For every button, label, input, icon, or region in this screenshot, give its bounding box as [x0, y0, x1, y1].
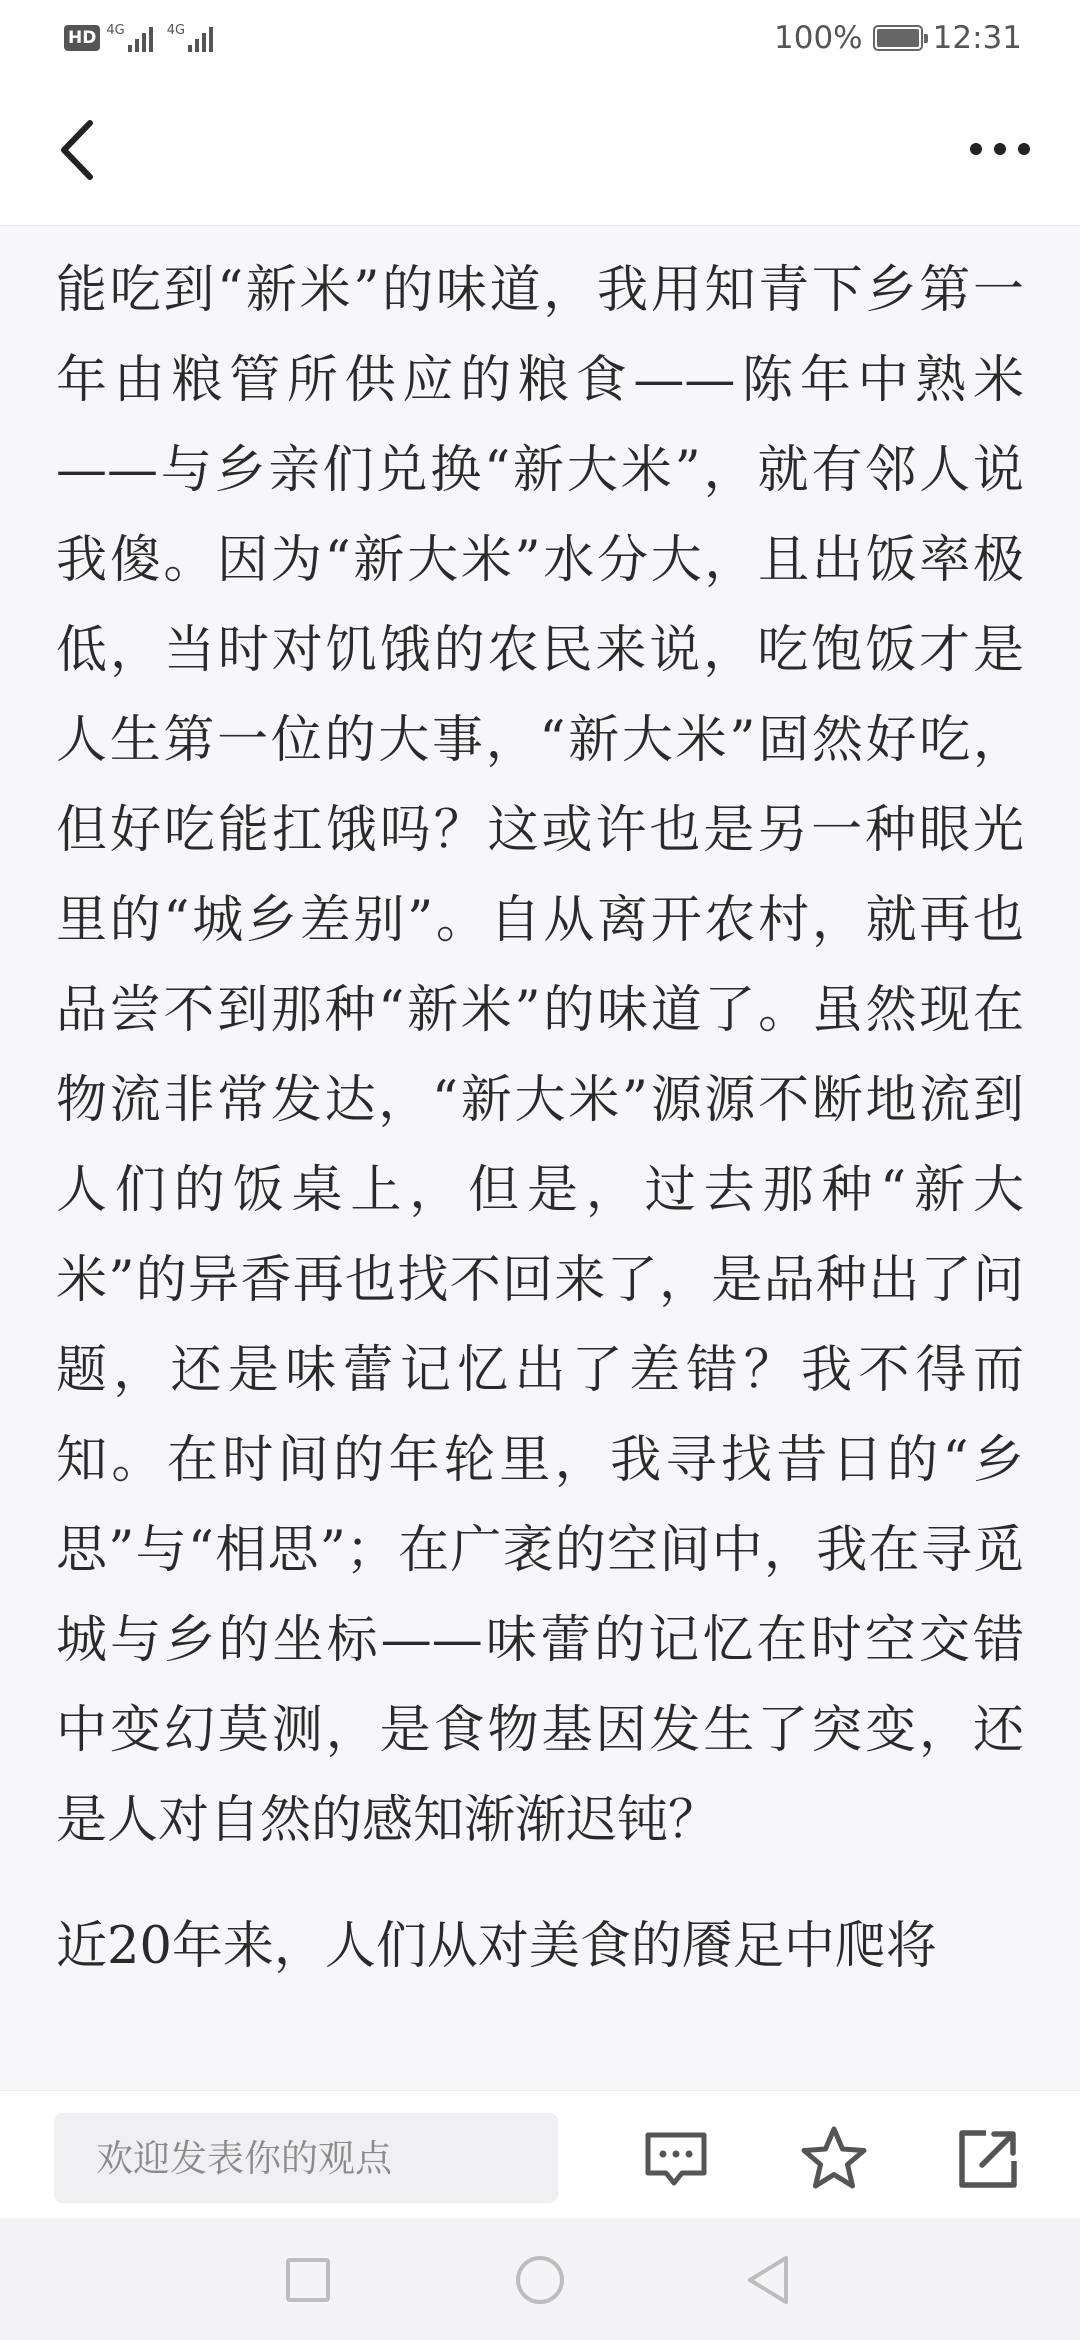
- article-paragraph: 近20年来，人们从对美食的餍足中爬将: [56, 1917, 937, 1976]
- battery-fill: [877, 29, 919, 47]
- signal-icon: [127, 23, 161, 53]
- clock: 12:31: [932, 20, 1022, 56]
- battery-icon: [873, 25, 923, 51]
- comments-icon: [640, 2123, 712, 2195]
- more-horizontal-icon: [960, 117, 1040, 181]
- chevron-left-icon: [48, 113, 112, 187]
- status-right-group: [774, 18, 1022, 58]
- status-bar: [0, 0, 1080, 75]
- app-header: [0, 75, 1080, 226]
- article-body[interactable]: [0, 226, 1080, 2090]
- share-icon: [952, 2123, 1024, 2195]
- battery-tip: [924, 34, 928, 43]
- comment-input[interactable]: [54, 2113, 558, 2203]
- sim2-label: 4G: [166, 23, 186, 38]
- status-left-group: [64, 20, 221, 56]
- back-button[interactable]: [48, 113, 112, 187]
- more-options-button[interactable]: [960, 117, 1040, 181]
- favorite-button[interactable]: [798, 2123, 870, 2195]
- system-navigation-bar: [0, 2218, 1080, 2340]
- star-icon: [798, 2123, 870, 2195]
- hd-badge: HD: [64, 25, 100, 51]
- sim1-label: 4G: [106, 23, 125, 38]
- sim2-signal: [167, 23, 221, 53]
- recent-apps-button[interactable]: [276, 2248, 340, 2312]
- recent-apps-icon: [276, 2248, 340, 2312]
- back-triangle-icon: [736, 2248, 800, 2312]
- home-button[interactable]: [508, 2248, 572, 2312]
- share-button[interactable]: [952, 2123, 1024, 2195]
- home-icon: [508, 2248, 572, 2312]
- signal-icon: [187, 23, 221, 53]
- comments-button[interactable]: [640, 2123, 712, 2195]
- article-paragraph: 能吃到“新米”的味道，我用知青下乡第一年由粮管所供应的粮食——陈年中熟米——与乡亲们兑换“新大米”，就有邻人说我傻。因为“新大米”水分大，且出饭率极低，当时对饥饿的农民来说，吃饱饭才是人生第一位的大事，“新大米”固然好吃，但好吃能扛饿吗？这或许也是另一种眼光里的“城乡差别”。自从离开农村，就再也品尝不到那种“新米”的味道了。虽然现在物流非常发达，“新大米”源源不断地流到人们的饭桌上，但是，过去那种“新大米”的异香再也找不回来了，是品种出了问题，还是味蕾记忆出了差错？我不得而知。在时间的年轮里，我寻找昔日的“乡思”与“相思”；在广袤的空间中，我在寻觅城与乡的坐标——味蕾的记忆在时空交错中变幻莫测，是食物基因发生了突变，还是人对自然的感知渐渐迟钝？: [56, 261, 1024, 1850]
- nav-back-button[interactable]: [736, 2248, 800, 2312]
- comment-bar: [0, 2090, 1080, 2219]
- battery-percent: 100%: [774, 20, 863, 56]
- sim1-signal: [106, 23, 160, 53]
